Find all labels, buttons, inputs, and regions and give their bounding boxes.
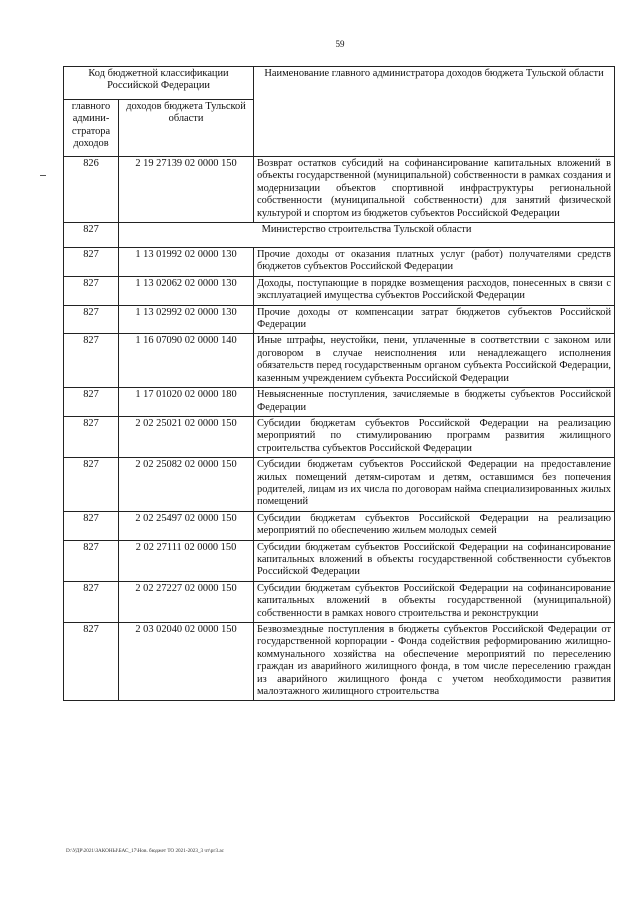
admin-code: 826 [64,157,119,223]
income-description: Доходы, поступающие в порядке возмещения расходов, понесенных в связи с эксплуатацией имущества субъектов Российской Федерации [254,276,615,305]
admin-code: 827 [64,511,119,540]
ministry-title: Министерство строительства Тульской области [119,223,615,248]
admin-code: 827 [64,276,119,305]
page-number: 59 [335,39,345,49]
header-income: доходов бюджета Тульской области [119,100,254,157]
header-kbk-group: Код бюджетной классификации Российской Федерации [64,67,254,100]
header-row [64,67,615,100]
table-row [64,334,615,388]
income-description: Субсидии бюджетам субъектов Российской Федерации на софинансирование капитальных вложений в объекты государственной собственности субъектов Российской Федерации [254,540,615,581]
income-code: 2 03 02040 02 0000 150 [119,623,254,701]
admin-code: 827 [64,540,119,581]
income-code: 1 16 07090 02 0000 140 [119,334,254,388]
income-code: 2 19 27139 02 0000 150 [119,157,254,223]
table-row [64,248,615,277]
income-code: 2 02 27111 02 0000 150 [119,540,254,581]
income-description: Субсидии бюджетам субъектов Российской Федерации на реализацию мероприятий по стимулированию программ развития жилищного строительства субъектов Российской Федерации [254,416,615,457]
admin-code: 827 [64,581,119,622]
income-description: Субсидии бюджетам субъектов Российской Федерации на предоставление жилых помещений детям-сиротам и детям, оставшимся без попечения родителей, лицам из их числа по договорам найма специализированных жилых помещений [254,458,615,512]
table-row [64,581,615,622]
table-row [64,416,615,457]
table-row [64,511,615,540]
income-code: 2 02 25497 02 0000 150 [119,511,254,540]
income-description: Возврат остатков субсидий на софинансирование капитальных вложений в объекты государственной (муниципальной) собственности в рамках создания и модернизации объектов спортивной инфраструктуры региональной собственности (муниципальной собственности) для занятий физической культурой и спортом из бюджетов субъектов Российской Федерации [254,157,615,223]
table-row [64,276,615,305]
admin-code: 827 [64,305,119,334]
income-code: 2 02 25021 02 0000 150 [119,416,254,457]
table-row [64,540,615,581]
income-description: Субсидии бюджетам субъектов Российской Федерации на реализацию мероприятий по обеспечению жильем молодых семей [254,511,615,540]
table-row [64,458,615,512]
income-code: 1 17 01020 02 0000 180 [119,388,254,417]
income-description: Прочие доходы от компенсации затрат бюджетов субъектов Российской Федерации [254,305,615,334]
admin-code: 827 [64,248,119,277]
table-row [64,388,615,417]
income-description: Невыясненные поступления, зачисляемые в бюджеты субъектов Российской Федерации [254,388,615,417]
income-description: Безвозмездные поступления в бюджеты субъектов Российской Федерации от государственной корпорации - Фонда содействия реформированию жилищно-коммунального хозяйства на обеспечение мероприятий по переселению граждан из аварийного жилищного фонда, в том числе переселению граждан из аварийного жилищного фонда с учетом необходимости развития малоэтажного жилищного строительства [254,623,615,701]
file-path-footer: D:\УДР\2021\ЗАКОНЫ\БАС_17\Нов. бюджет ТО 2021-2023_3 чт\рг3.ас [66,848,224,854]
table-row [64,623,615,701]
income-code: 1 13 01992 02 0000 130 [119,248,254,277]
table-row [64,223,615,248]
income-description: Субсидии бюджетам субъектов Российской Федерации на софинансирование капитальных вложений в объекты государственной (муниципальной) собственности в рамках нового строительства и реконструкции [254,581,615,622]
income-description: Иные штрафы, неустойки, пени, уплаченные в соответствии с законом или договором в случае неисполнения или ненадлежащего исполнения обязательств перед государственным органом субъекта Российской Федерации, казенным учреждением субъекта Российской Федерации [254,334,615,388]
income-code: 2 02 27227 02 0000 150 [119,581,254,622]
admin-code: 827 [64,458,119,512]
income-description: Прочие доходы от оказания платных услуг (работ) получателями средств бюджетов субъектов Российской Федерации [254,248,615,277]
header-admin: главного админи-стратора доходов [64,100,119,157]
table-row [64,157,615,223]
income-code: 1 13 02062 02 0000 130 [119,276,254,305]
margin-mark [40,175,46,176]
budget-classification-table [63,66,615,701]
admin-code: 827 [64,334,119,388]
income-code: 2 02 25082 02 0000 150 [119,458,254,512]
header-name: Наименование главного администратора доходов бюджета Тульской области [254,67,615,157]
admin-code: 827 [64,416,119,457]
admin-code: 827 [64,223,119,248]
income-code: 1 13 02992 02 0000 130 [119,305,254,334]
admin-code: 827 [64,388,119,417]
table-row [64,305,615,334]
admin-code: 827 [64,623,119,701]
